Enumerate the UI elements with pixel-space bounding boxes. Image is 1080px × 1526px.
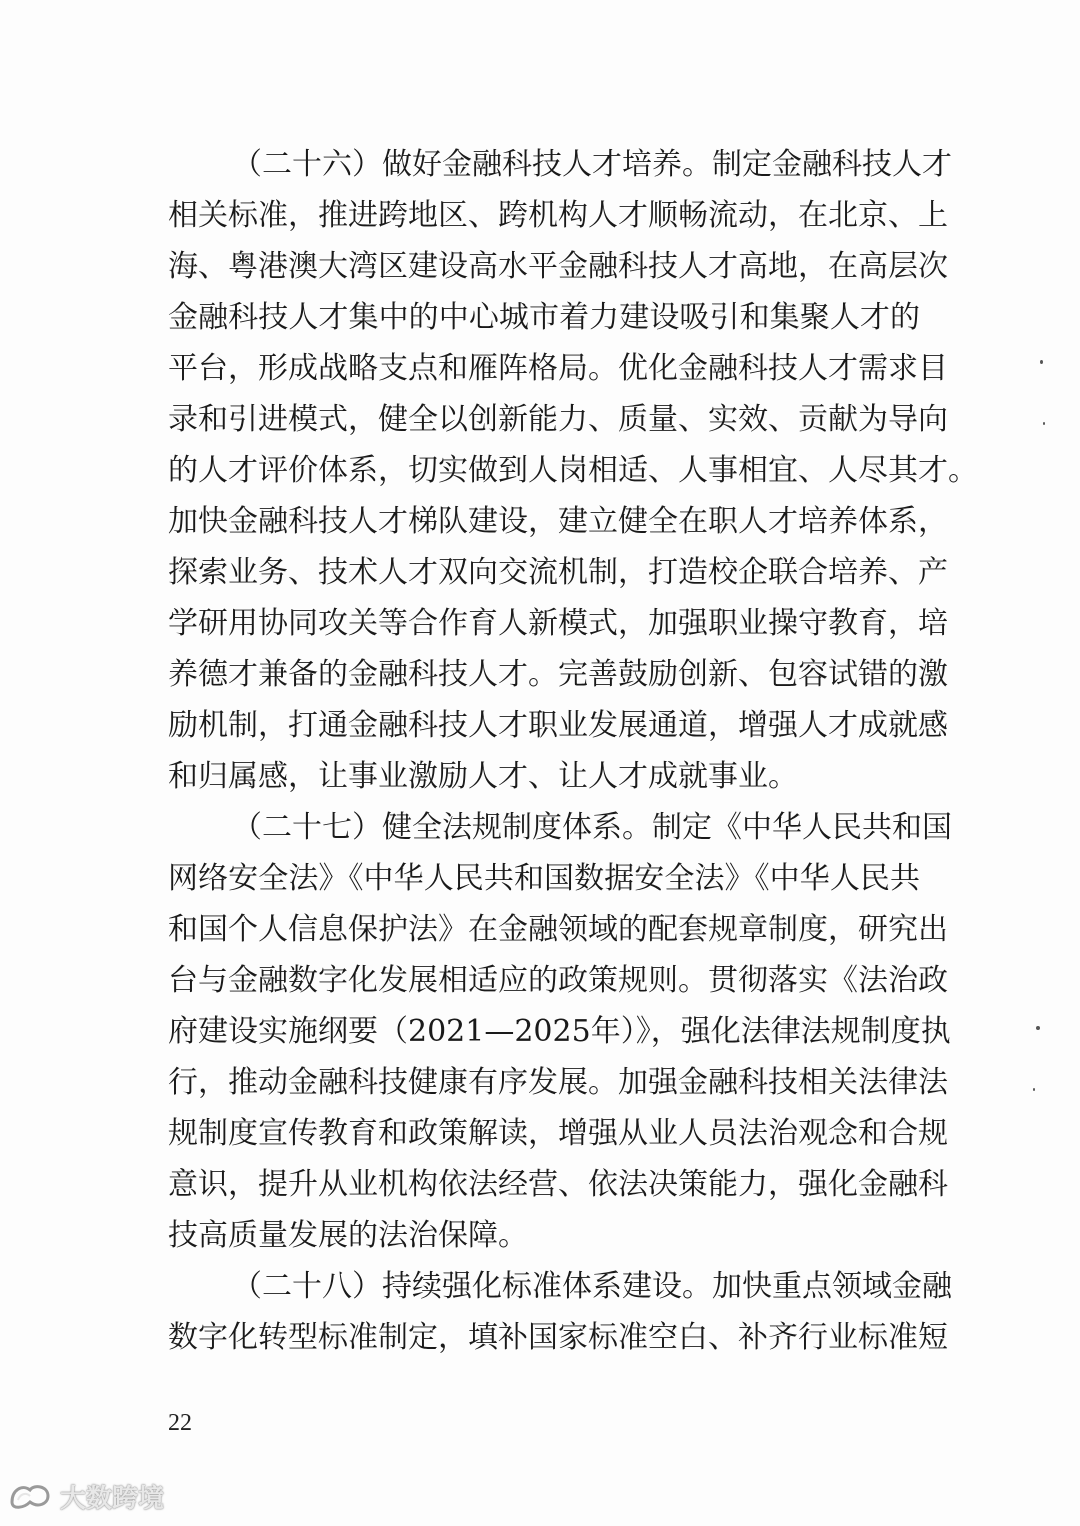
scan-speck bbox=[1040, 360, 1043, 364]
paragraph-line: （二十八）持续强化标准体系建设。加快重点领域金融 bbox=[232, 1269, 952, 1304]
paragraph-line: 相关标准，推进跨地区、跨机构人才顺畅流动，在北京、上 bbox=[168, 198, 948, 233]
paragraph-line: 网络安全法》《中华人民共和国数据安全法》《中华人民共 bbox=[168, 861, 920, 896]
paragraph-line: 和国个人信息保护法》在金融领域的配套规章制度，研究出 bbox=[168, 912, 948, 947]
scan-speck bbox=[1043, 422, 1045, 425]
paragraph-line: 学研用协同攻关等合作育人新模式，加强职业操守教育，培 bbox=[168, 606, 948, 641]
paragraph-line: 和归属感，让事业激励人才、让人才成就事业。 bbox=[168, 759, 798, 794]
watermark-logo-icon bbox=[8, 1480, 54, 1512]
paragraph-line: 府建设实施纲要（2021—2025年）》，强化法律法规制度执 bbox=[168, 1014, 951, 1049]
paragraph-line: 金融科技人才集中的中心城市着力建设吸引和集聚人才的 bbox=[168, 300, 920, 335]
scan-speck bbox=[1036, 1026, 1040, 1030]
paragraph-line: （二十七）健全法规制度体系。制定《中华人民共和国 bbox=[232, 810, 952, 845]
watermark-text: 大数跨境 bbox=[60, 1483, 165, 1514]
paragraph-line: 技高质量发展的法治保障。 bbox=[168, 1218, 528, 1253]
paragraph-line: 加快金融科技人才梯队建设，建立健全在职人才培养体系， bbox=[168, 504, 948, 539]
paragraph-line: 意识，提升从业机构依法经营、依法决策能力，强化金融科 bbox=[168, 1167, 948, 1202]
paragraph-line: 规制度宣传教育和政策解读，增强从业人员法治观念和合规 bbox=[168, 1116, 948, 1151]
paragraph-line: 探索业务、技术人才双向交流机制，打造校企联合培养、产 bbox=[168, 555, 948, 590]
paragraph-line: 励机制，打通金融科技人才职业发展通道，增强人才成就感 bbox=[168, 708, 948, 743]
paragraph-line: （二十六）做好金融科技人才培养。制定金融科技人才 bbox=[232, 147, 952, 182]
scan-speck bbox=[1033, 1088, 1035, 1091]
watermark bbox=[8, 1476, 164, 1516]
paragraph-line: 海、粤港澳大湾区建设高水平金融科技人才高地，在高层次 bbox=[168, 249, 948, 284]
paragraph-line: 的人才评价体系，切实做到人岗相适、人事相宜、人尽其才。 bbox=[168, 453, 978, 488]
page-number: 22 bbox=[168, 1410, 192, 1436]
paragraph-line: 平台，形成战略支点和雁阵格局。优化金融科技人才需求目 bbox=[168, 351, 948, 386]
paragraph-line: 行，推动金融科技健康有序发展。加强金融科技相关法律法 bbox=[168, 1065, 948, 1100]
paragraph-line: 数字化转型标准制定，填补国家标准空白、补齐行业标准短 bbox=[168, 1320, 948, 1355]
paragraph-line: 台与金融数字化发展相适应的政策规则。贯彻落实《法治政 bbox=[168, 963, 948, 998]
paragraph-line: 养德才兼备的金融科技人才。完善鼓励创新、包容试错的激 bbox=[168, 657, 948, 692]
paragraph-line: 录和引进模式，健全以创新能力、质量、实效、贡献为导向 bbox=[168, 402, 948, 437]
